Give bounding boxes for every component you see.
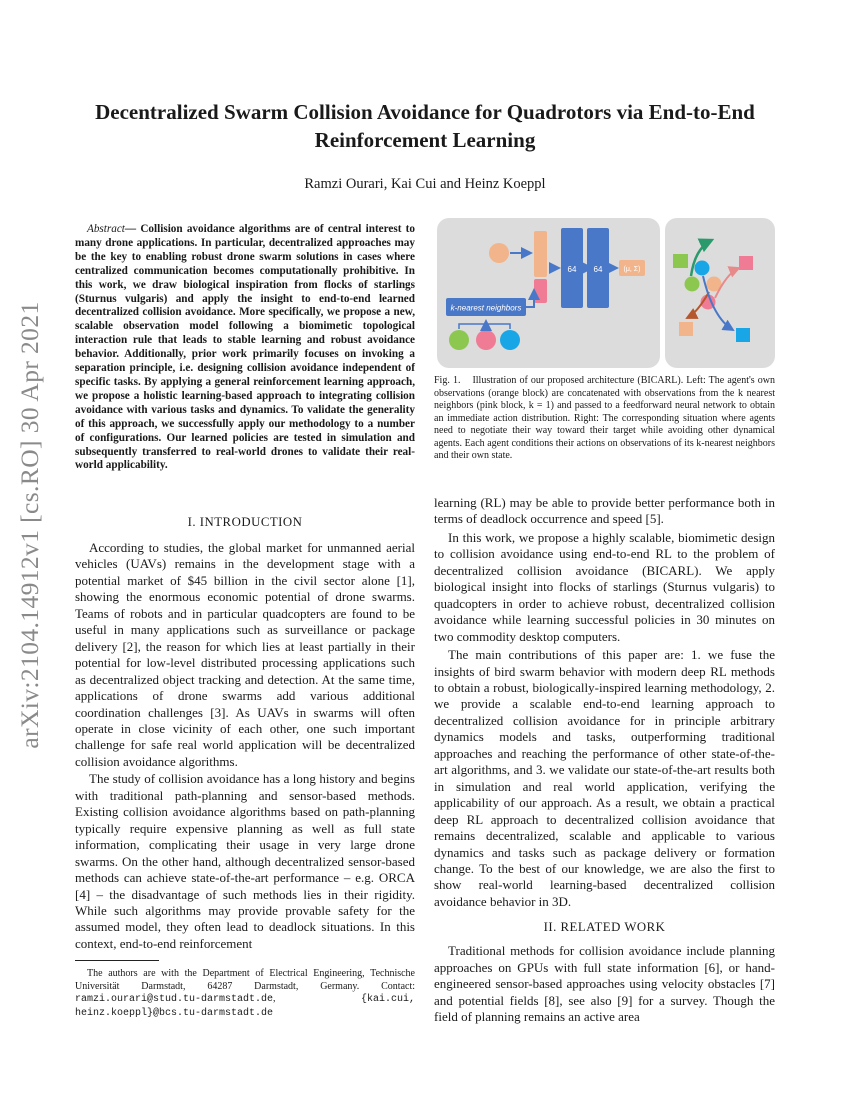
right-paragraph-1: learning (RL) may be able to provide better performance both in terms of deadlock occurrence and speed [5]. [434,495,775,527]
target-pink-square [739,256,753,270]
intro-heading: I. INTRODUCTION [187,515,303,529]
neighbor-cyan-circle [500,330,520,350]
figure-left-panel [437,218,660,368]
intro-paragraph-2: The study of collision avoidance has a long history and begins with traditional path-planning and sensor-based methods. Existing collision avoidance algorithms based on path-planning typically require expensive planning as well as full state information, complicating their usage in very large drone swarms. On the other hand, although decentralized sensor-based methods can achieve state-of-the-art performance – e.g. ORCA [4] – the disadvantage of such methods lies in their rigidity. While such algorithms may provide provable safety for the assumed model, they often lead to deadlock situations. In this context, end-to-end reinforcement [75,771,415,951]
footnote-email-1: ramzi.ourari@stud.tu-darmstadt.de [75,994,274,1006]
neighbor-pink-circle [476,330,496,350]
arxiv-stamp [2,285,58,765]
abstract-text: — Collision avoidance algorithms are of central interest to many drone applications. In particular, decentralized approaches may be the key to enabling robust drone swarm solutions in cases where centralized communication becomes computationally prohibitive. In this work, we draw biological inspiration from flocks of starlings (Sturnus vulgaris) and apply the insight to end-to-end learned decentralized collision avoidance. More specifically, we propose a new, scalable observation model following a biomimetic topological interaction rule that leads to stable learning and robust avoidance behavior. Additionally, prior work primarily focuses on invoking a separation principle, i.e. designing collision avoidance independent of specific tasks. By applying a general reinforcement learning approach, we propose a holistic learning-based approach to integrating collision avoidance with various tasks and dynamics. To validate the generality of this approach, we successfully apply our methodology to a number of configurations. Our learned policies are tested in simulation and subsequently transferred to real-world drones to validate their real-world applicability. [75,223,415,472]
footnote-email-2: {kai.cui, heinz.koeppl}@bcs.tu-darmstadt.de [75,994,415,1019]
layer-1-label: 64 [567,265,577,274]
right-column [434,495,775,1026]
agent-cyan [695,261,710,276]
figure-number: Fig. 1. [434,375,461,386]
intro-section [75,515,415,952]
footnote-text: The authors are with the Department of Electrical Engineering, Technische Universität Darmstadt, 64287 Darmstadt, Germany. Contact: [75,968,415,992]
figure-caption-text: Illustration of our proposed architecture (BICARL). Left: The agent's own observations (orange block) are concatenated with observations from the k nearest neighbors (pink block, k = 1) and passed to a feedforward neural network to obtain an immediate action distribution. Right: The corresponding situation where agents need to negotiate their way toward their target while avoiding other dynamical agents. Each agent conditions their actions on observations of its k-nearest neighbors and their own state. [434,375,775,461]
neighbor-observation-block [534,279,547,303]
figure-caption [434,375,775,463]
output-label: (μ, Σ) [623,266,641,273]
right-paragraph-2: In this work, we propose a highly scalable, biomimetic design to collision avoidance using end-to-end RL to the problem of decentralized collision avoidance (BICARL). We apply biological insight into flocks of starlings (Sturnus vulgaris) to quadcopters in order to achieve robust, decentralized collision avoidance while learning successful policies in 30 minutes on two commodity desktop computers. [434,529,775,644]
paper-title: Decentralized Swarm Collision Avoidance for Quadrotors via End-to-End Reinforcement Learning [95,100,755,152]
target-orange-square [679,322,693,336]
layer-2-label: 64 [593,265,603,274]
related-heading: II. RELATED WORK [543,920,666,935]
own-observation-block [534,231,547,277]
neighbor-green-circle [449,330,469,350]
arxiv-id: arXiv:2104.14912v1 [cs.RO] 30 Apr 2021 [15,301,44,749]
footnote: The authors are with the Department of Electrical Engineering, Technische Universität Darmstadt, 64287 Darmstadt, Germany. Contact: ramzi.ourari@stud.tu-darmstadt.de, {kai.cui, heinz.koeppl}@bcs.tu-darmstadt.de [75,968,415,1019]
architecture-figure [437,218,775,368]
intro-paragraph-1: According to studies, the global market for unmanned aerial vehicles (UAVs) remains in the development stage with a potential market of $45 billion in the civil sector alone [1], showing the enormous economic potential of drone swarms. Teams of robots and in particular quadcopters are found to be useful in many applications such as surveillance or package delivery [2], the reason for which lies at least partially in their potential for low-level distributed processing applications such as decentralized object tracking and detection. At the same time, applications of drone swarms add various additional coordination challenges [3]. As UAVs in swarms will often operate in close vicinity of each other, one such important challenge for safe real world application will be decentralized collision avoidance algorithms. [75,540,415,769]
target-cyan-square [736,328,750,342]
knn-label: k-nearest neighbors [450,303,522,313]
target-green-square [673,254,688,268]
footnote-rule [75,960,159,961]
related-paragraph: Traditional methods for collision avoidance include planning approaches on GPUs with full state information [6], or hand-engineered sensor-based approaches using velocity obstacles [7] and potential fields [8], see also [9] for a survey. Though the field of planning remains an active area [434,943,775,1025]
paper-authors: Ramzi Ourari, Kai Cui and Heinz Koeppl [304,176,546,192]
agent-green [685,277,700,292]
agent-orange-circle [489,243,509,263]
figure-right-panel [665,218,775,368]
abstract-lead: Abstract [87,223,125,235]
right-paragraph-3: The main contributions of this paper are: 1. we fuse the insights of bird swarm behavior with modern deep RL methods to obtain a robust, biologically-inspired learning methodology, 2. we provide a scalable end-to-end learning approach to decentralized collision avoidance for in principle arbitrary dynamics models and tasks, outperforming traditional approaches and reaching the performance of other state-of-the-art algorithms, and 3. we validate our state-of-the-art results both in simulation and real world application, verifying the applicability of our approach. As a result, we obtain a practical deep RL approach to decentralized collision avoidance that remains decentralized, scalable and applicable to various dynamics and tasks such as package delivery or formation change. To the best of our knowledge, we are also the first to show real-world learning-based decentralized collision avoidance behavior in 3D. [434,647,775,909]
abstract [75,223,415,473]
